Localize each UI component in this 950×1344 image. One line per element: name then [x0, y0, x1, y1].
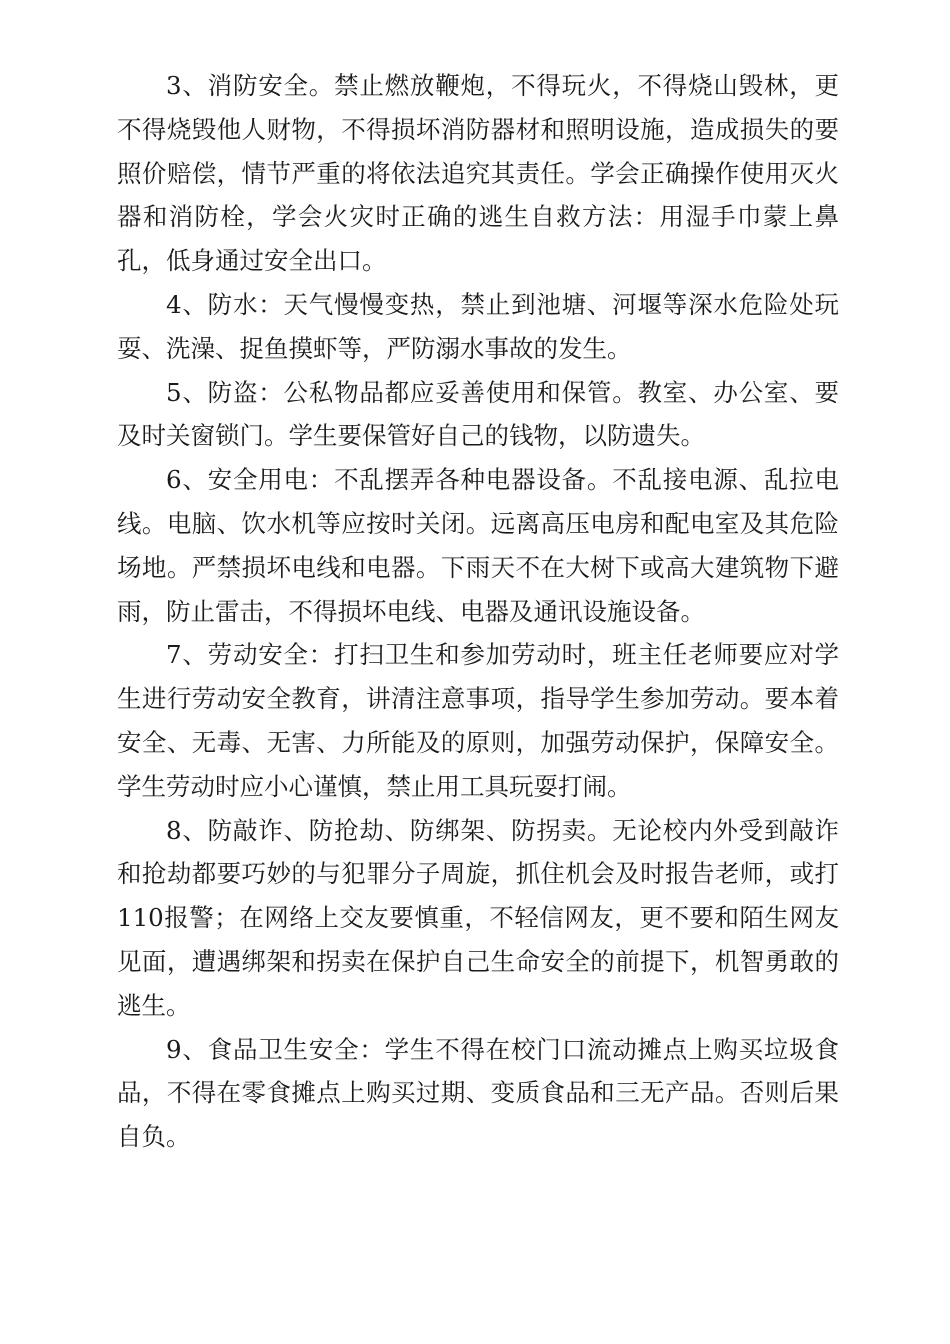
paragraph-labor-safety: 7、劳动安全：打扫卫生和参加劳动时，班主任老师要应对学生进行劳动安全教育，讲清注意事项，指导学生参加劳动。要本着安全、无毒、无害、力所能及的原则，加强劳动保护，保障安全。学生劳动时应小心谨慎，禁止用工具玩耍打闹。 — [117, 640, 839, 801]
paragraph-water-safety: 4、防水：天气慢慢变热，禁止到池塘、河堰等深水危险处玩耍、洗澡、捉鱼摸虾等，严防溺水事故的发生。 — [117, 289, 839, 363]
paragraph-extortion-kidnapping: 8、防敲诈、防抢劫、防绑架、防拐卖。无论校内外受到敲诈和抢劫都要巧妙的与犯罪分子周旋，抓住机会及时报告老师，或打110报警；在网络上交友要慎重，不轻信网友，更不要和陌生网友见面，遭遇绑架和拐卖在保护自己生命安全的前提下，机智勇敢的逃生。 — [117, 815, 839, 1020]
paragraph-electrical-safety: 6、安全用电：不乱摆弄各种电器设备。不乱接电源、乱拉电线。电脑、饮水机等应按时关闭。远离高压电房和配电室及其危险场地。严禁损坏电线和电器。下雨天不在大树下或高大建筑物下避雨，防止雷击，不得损坏电线、电器及通讯设施设备。 — [117, 465, 839, 626]
paragraph-fire-safety: 3、消防安全。禁止燃放鞭炮，不得玩火，不得烧山毁林，更不得烧毁他人财物，不得损坏消防器材和照明设施，造成损失的要照价赔偿，情节严重的将依法追究其责任。学会正确操作使用灭火器和消防栓，学会火灾时正确的逃生自救方法：用湿手巾蒙上鼻孔，低身通过安全出口。 — [117, 71, 839, 276]
paragraph-food-safety: 9、食品卫生安全：学生不得在校门口流动摊点上购买垃圾食品，不得在零食摊点上购买过期、变质食品和三无产品。否则后果自负。 — [117, 1034, 839, 1152]
paragraph-theft-prevention: 5、防盗：公私物品都应妥善使用和保管。教室、办公室、要及时关窗锁门。学生要保管好自己的钱物，以防遗失。 — [117, 377, 839, 451]
document-body — [117, 64, 839, 1159]
